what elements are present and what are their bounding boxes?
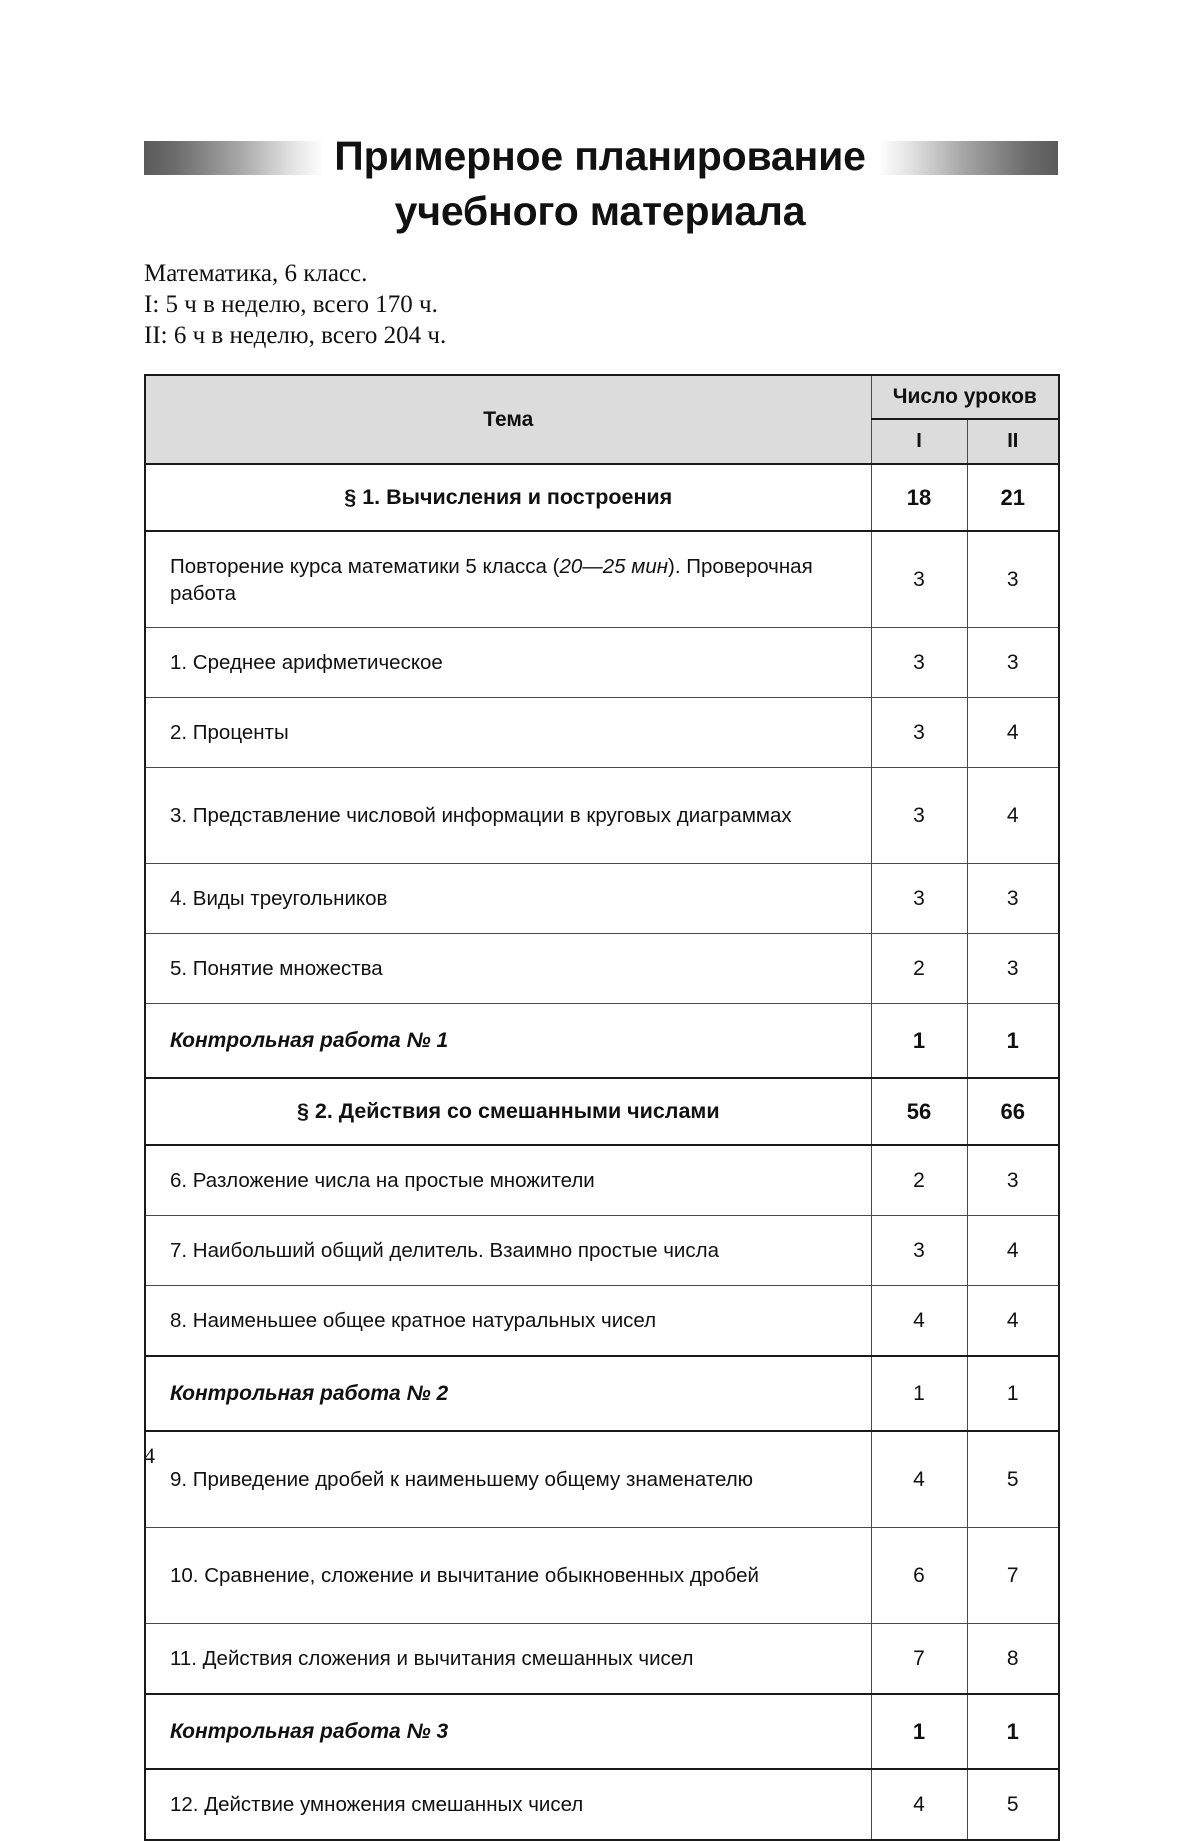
row-count-ii: 66 xyxy=(967,1078,1059,1145)
title-gradient-bar-left xyxy=(144,141,324,175)
row-count-i: 56 xyxy=(871,1078,967,1145)
row-count-ii: 1 xyxy=(967,1004,1059,1079)
table-row xyxy=(145,1078,1059,1145)
row-count-ii: 8 xyxy=(967,1624,1059,1695)
row-count-ii: 5 xyxy=(967,1769,1059,1840)
column-header-theme: Тема xyxy=(145,375,871,464)
table-row xyxy=(145,1216,1059,1286)
table-header-row-1 xyxy=(145,375,1059,419)
row-count-ii: 3 xyxy=(967,1145,1059,1216)
row-theme: § 2. Действия со смешанными числами xyxy=(145,1078,871,1145)
row-theme: 7. Наибольший общий делитель. Взаимно простые числа xyxy=(145,1216,871,1286)
row-theme: § 1. Вычисления и построения xyxy=(145,464,871,531)
table-body xyxy=(145,464,1059,1840)
row-count-i: 3 xyxy=(871,864,967,934)
row-count-i: 2 xyxy=(871,934,967,1004)
row-count-i: 2 xyxy=(871,1145,967,1216)
table-row xyxy=(145,1528,1059,1624)
table-row xyxy=(145,1004,1059,1079)
table-row xyxy=(145,1431,1059,1528)
row-theme: 11. Действия сложения и вычитания смешанных чисел xyxy=(145,1624,871,1695)
table-row xyxy=(145,1356,1059,1431)
row-count-ii: 4 xyxy=(967,1216,1059,1286)
row-count-ii: 3 xyxy=(967,864,1059,934)
row-count-ii: 4 xyxy=(967,768,1059,864)
row-theme: 5. Понятие множества xyxy=(145,934,871,1004)
row-count-ii: 21 xyxy=(967,464,1059,531)
row-count-i: 1 xyxy=(871,1004,967,1079)
table-row xyxy=(145,1286,1059,1357)
row-count-ii: 4 xyxy=(967,1286,1059,1357)
row-count-ii: 3 xyxy=(967,628,1059,698)
table-row xyxy=(145,1624,1059,1695)
row-theme: Контрольная работа № 1 xyxy=(145,1004,871,1079)
row-count-ii: 5 xyxy=(967,1431,1059,1528)
row-count-i: 18 xyxy=(871,464,967,531)
row-count-i: 3 xyxy=(871,768,967,864)
column-header-variant-i: I xyxy=(871,419,967,464)
title-first-line xyxy=(0,128,1200,186)
row-theme: 3. Представление числовой информации в круговых диаграммах xyxy=(145,768,871,864)
row-theme: 12. Действие умножения смешанных чисел xyxy=(145,1769,871,1840)
row-theme: 6. Разложение числа на простые множители xyxy=(145,1145,871,1216)
row-theme-emphasis: 20—25 мин xyxy=(559,554,669,578)
title-gradient-bar-right xyxy=(878,141,1058,175)
table-row xyxy=(145,698,1059,768)
table-row xyxy=(145,864,1059,934)
page-title xyxy=(0,128,1200,233)
row-theme-pre: Повторение курса математики 5 класса ( xyxy=(170,554,560,578)
row-count-i: 4 xyxy=(871,1769,967,1840)
course-info-line-2: I: 5 ч в неделю, всего 170 ч. xyxy=(144,291,438,318)
course-info-line-3: II: 6 ч в неделю, всего 204 ч. xyxy=(144,322,447,349)
row-count-ii: 7 xyxy=(967,1528,1059,1624)
row-theme: Контрольная работа № 2 xyxy=(145,1356,871,1431)
row-count-i: 6 xyxy=(871,1528,967,1624)
column-header-count-group: Число уроков xyxy=(871,375,1059,419)
title-text-line-2: учебного материала xyxy=(394,188,806,234)
row-count-i: 1 xyxy=(871,1694,967,1769)
row-count-ii: 1 xyxy=(967,1694,1059,1769)
table-row xyxy=(145,531,1059,628)
table-row xyxy=(145,934,1059,1004)
course-info-line-1: Математика, 6 класс. xyxy=(144,260,368,287)
table-row xyxy=(145,1769,1059,1840)
row-count-ii: 4 xyxy=(967,698,1059,768)
row-theme: 8. Наименьшее общее кратное натуральных чисел xyxy=(145,1286,871,1357)
row-theme-post: ). Проверочная работа xyxy=(170,554,813,605)
row-count-ii: 1 xyxy=(967,1356,1059,1431)
course-info xyxy=(144,258,446,351)
row-count-i: 4 xyxy=(871,1431,967,1528)
table-head xyxy=(145,375,1059,464)
table-row xyxy=(145,628,1059,698)
row-theme: 10. Сравнение, сложение и вычитание обыкновенных дробей xyxy=(145,1528,871,1624)
title-text-line-1: Примерное планирование xyxy=(322,135,877,178)
row-count-i: 4 xyxy=(871,1286,967,1357)
row-count-i: 3 xyxy=(871,1216,967,1286)
lesson-plan-table xyxy=(144,374,1060,1841)
row-count-i: 3 xyxy=(871,628,967,698)
row-theme: 1. Среднее арифметическое xyxy=(145,628,871,698)
row-theme: Контрольная работа № 3 xyxy=(145,1694,871,1769)
row-count-ii: 3 xyxy=(967,531,1059,628)
row-count-i: 1 xyxy=(871,1356,967,1431)
row-count-i: 7 xyxy=(871,1624,967,1695)
page-number: 4 xyxy=(144,1443,155,1468)
row-theme: 9. Приведение дробей к наименьшему общему знаменателю xyxy=(145,1431,871,1528)
row-count-ii: 3 xyxy=(967,934,1059,1004)
table-row xyxy=(145,1145,1059,1216)
row-theme: 4. Виды треугольников xyxy=(145,864,871,934)
table-row xyxy=(145,768,1059,864)
row-count-i: 3 xyxy=(871,531,967,628)
row-theme xyxy=(145,531,871,628)
row-count-i: 3 xyxy=(871,698,967,768)
row-theme: 2. Проценты xyxy=(145,698,871,768)
table-row xyxy=(145,1694,1059,1769)
table-row xyxy=(145,464,1059,531)
column-header-variant-ii: II xyxy=(967,419,1059,464)
